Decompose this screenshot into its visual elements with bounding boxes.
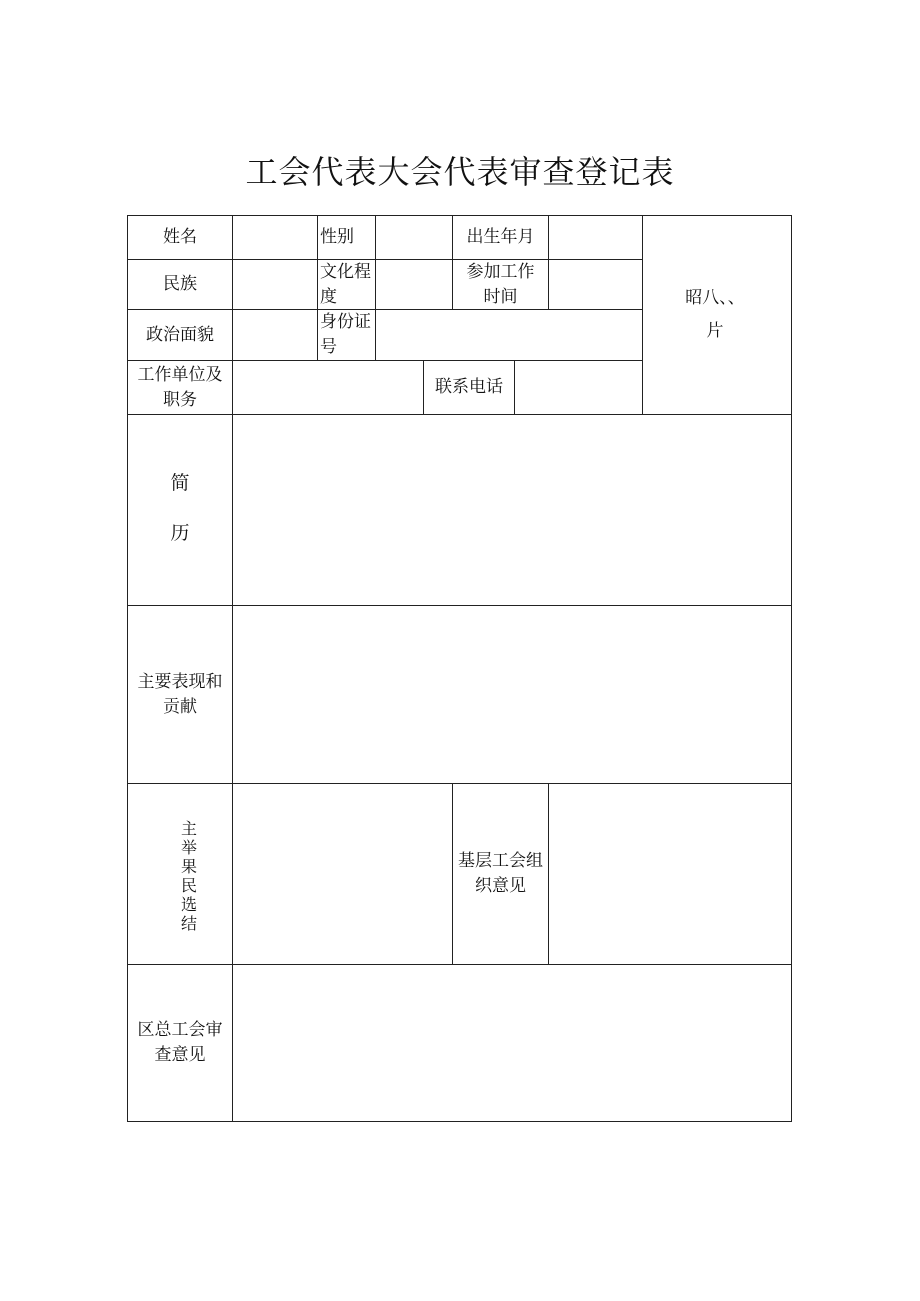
name-field[interactable] — [233, 216, 317, 259]
district-review-field[interactable] — [233, 965, 791, 1121]
label-name: 姓名 — [163, 227, 197, 247]
table-border-bottom — [127, 1121, 792, 1122]
photo-box[interactable]: 昭八、、 片 — [685, 288, 745, 341]
ethnicity-field[interactable] — [233, 260, 317, 309]
label-resume: 简 历 — [170, 472, 190, 544]
table-border-right — [791, 215, 792, 1122]
grassroots-opinion-field[interactable] — [549, 784, 791, 964]
label-district-review: 区总工会审 查意见 — [137, 1020, 223, 1065]
id-number-field[interactable] — [376, 310, 642, 360]
work-start-field[interactable] — [549, 260, 642, 309]
label-work-start: 参加工作 时间 — [466, 261, 535, 307]
election-result-field[interactable] — [233, 784, 452, 964]
label-political: 政治面貌 — [146, 324, 214, 345]
gender-field[interactable] — [376, 216, 452, 259]
birth-field[interactable] — [549, 216, 642, 259]
label-performance: 主要表现和 贡献 — [137, 671, 223, 717]
phone-field[interactable] — [515, 361, 642, 414]
label-grassroots-opinion: 基层工会组 织意见 — [458, 851, 543, 896]
label-unit-position: 工作单位及 职务 — [137, 364, 223, 410]
unit-position-field[interactable] — [233, 361, 423, 414]
performance-field[interactable] — [233, 606, 791, 783]
label-id-number: 身份证 号 — [320, 312, 371, 357]
page-title: 工会代表大会代表审查登记表 — [245, 153, 675, 191]
label-education: 文化程 度 — [320, 261, 371, 307]
label-phone: 联系电话 — [435, 377, 503, 397]
label-ethnicity: 民族 — [163, 274, 197, 294]
education-field[interactable] — [376, 260, 452, 309]
label-gender: 性别 — [320, 227, 354, 247]
resume-field[interactable] — [233, 415, 791, 605]
political-field[interactable] — [233, 310, 317, 360]
label-election-result: 主 举 果 民 选 结 — [180, 819, 197, 933]
label-birth: 出生年月 — [466, 227, 535, 247]
